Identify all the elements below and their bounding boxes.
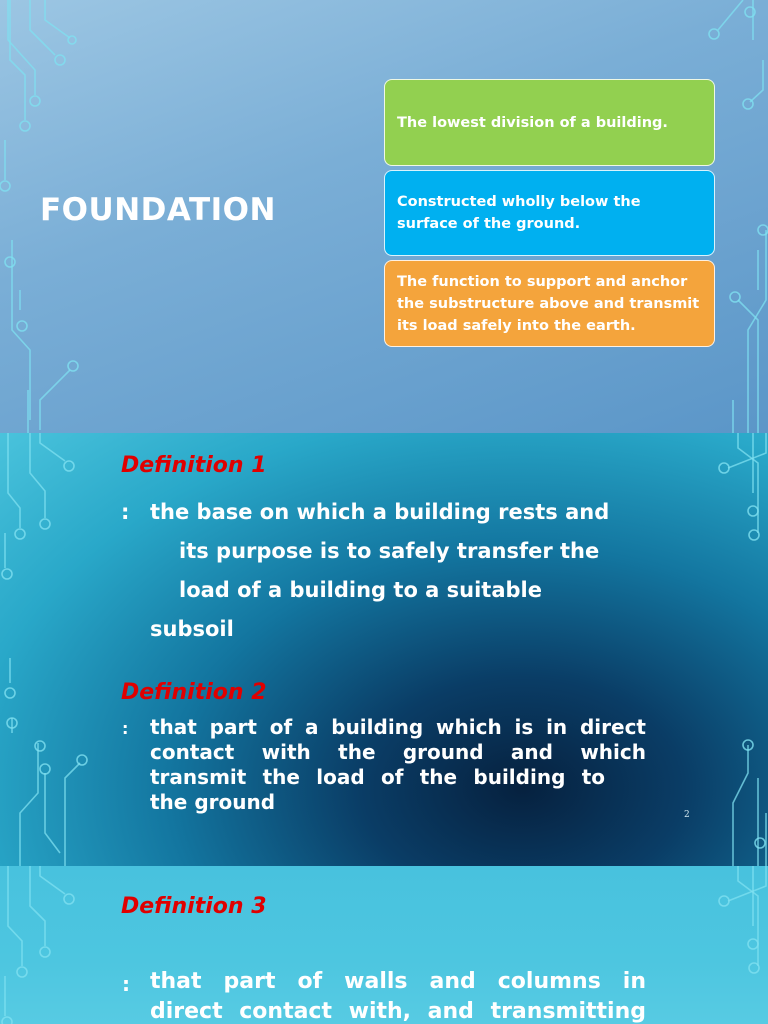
definition-2-title: Definition 2 <box>121 680 267 705</box>
definition-2-line-2: contact with the ground and which <box>150 740 646 764</box>
circuit-decoration-left-icon <box>0 866 90 1024</box>
description-box-lowest-division <box>384 79 715 166</box>
definition-2-colon: : <box>122 719 129 738</box>
definition-2-line-1: that part of a building which is in direct <box>150 715 646 739</box>
page-number: 2 <box>684 810 690 820</box>
slide-foundation-overview <box>0 0 768 433</box>
definition-1-line-2: its purpose is to safely transfer the <box>179 539 600 563</box>
definition-1-colon: : <box>121 500 130 524</box>
slide-definitions-1-2 <box>0 433 768 866</box>
description-box-function <box>384 260 715 347</box>
circuit-decoration-right-icon <box>678 866 768 1024</box>
definition-1-line-3: load of a building to a suitable <box>179 578 542 602</box>
slide-definition-3 <box>0 866 768 1024</box>
definition-1-line-4: subsoil <box>150 617 234 641</box>
circuit-decoration-left-icon <box>0 433 90 866</box>
definition-1-line-1: the base on which a building rests and <box>150 500 610 524</box>
description-box-below-ground <box>384 170 715 256</box>
box-text: The lowest division of a building. <box>397 114 668 131</box>
slide-title: FOUNDATION <box>40 192 276 228</box>
definition-3-title: Definition 3 <box>121 894 267 919</box>
definition-3-line-2: direct contact with, and transmitting <box>150 999 646 1024</box>
box-text: The function to support and anchor the substructure above and transmit its load safely into the earth. <box>397 273 700 334</box>
definition-1-title: Definition 1 <box>121 453 267 478</box>
definition-2-line-4: the ground <box>150 790 276 814</box>
box-text: Constructed wholly below the surface of the ground. <box>397 194 641 232</box>
circuit-decoration-right-icon <box>678 433 768 866</box>
definition-2-line-3: transmit the load of the building to <box>150 765 605 789</box>
definition-3-colon: : <box>122 972 130 996</box>
definition-3-line-1: that part of walls and columns in <box>150 969 646 994</box>
